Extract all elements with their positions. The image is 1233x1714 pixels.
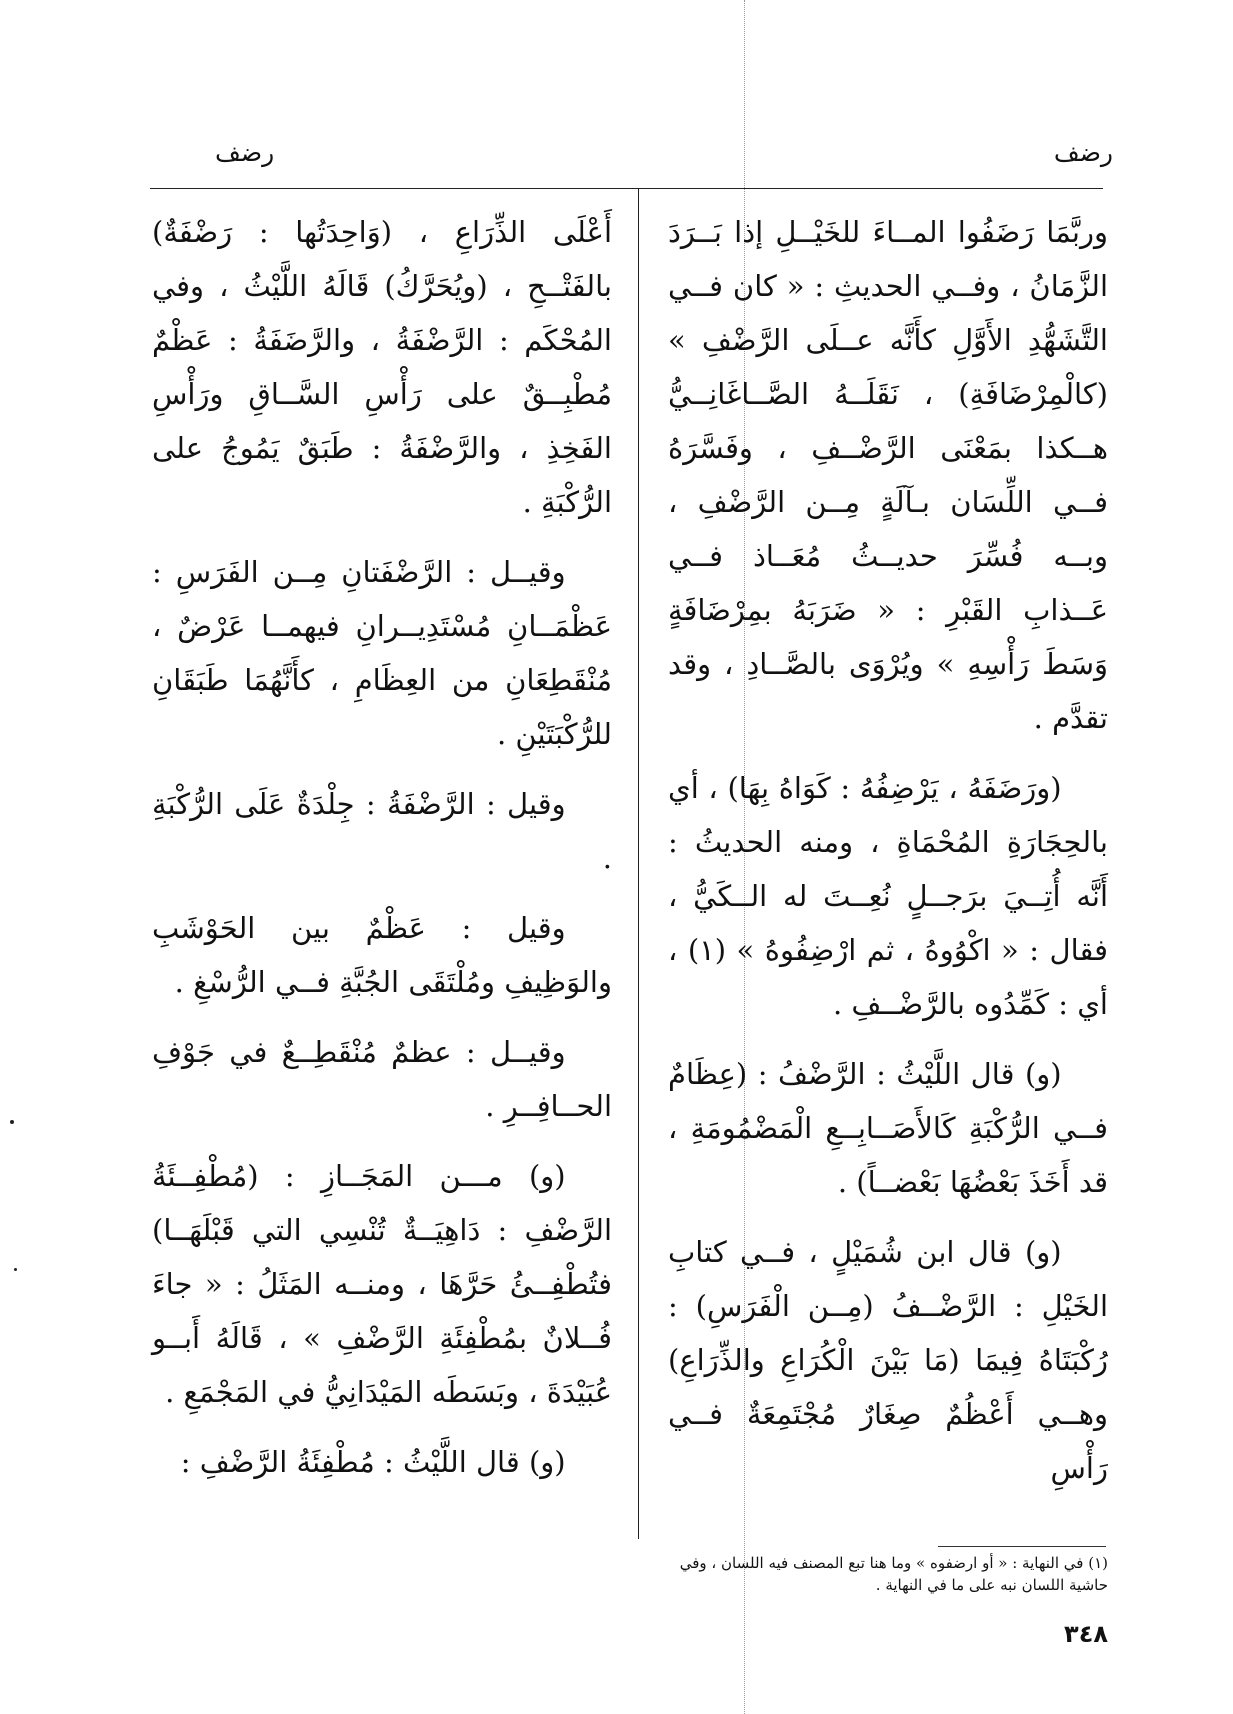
footnote-rule: [938, 1546, 1106, 1547]
page-number: ٣٤٨: [1064, 1620, 1108, 1648]
left-paragraph-6: (و) مـــن المَجَــازِ : (مُطْفِــئَةُ الرَّضْفِ : دَاهِيَــةٌ تُنْسِي التي قَبْلَهَــا) فتُطْفِــئُ حَرَّهَا ، ومنــه المَثَلُ : « جاءَ فُــلانٌ بمُطْفِئَةِ الرَّضْفِ » ، قَالَهُ أَبــو عُبَيْدَةَ ، وبَسَطَه المَيْدَانِيُّ في المَجْمَعِ .: [152, 1159, 612, 1409]
right-paragraph-2: (ورَضَفَهُ ، يَرْضِفُهُ : كَوَاهُ بِهَا) ، أي بالحِجَارَةِ المُحْمَاةِ ، ومنه الحديثُ : أَنَّه أُتِــيَ برَجــلٍ نُعِــتَ له الــكَيُّ ، فقال : « اكْوُوهُ ، ثم ارْضِفُوهُ » (١) ، أي : كَمِّدُوه بالرَّضْــفِ .: [668, 771, 1108, 1021]
running-header-left: رضف: [215, 138, 275, 167]
right-column: [668, 205, 1108, 1511]
left-paragraph-4: وقيل : عَظْمٌ بين الحَوْشَبِ والوَظِيفِ ومُلْتَقَى الجُبَّةِ فــي الرُّسْغِ .: [152, 911, 612, 999]
left-paragraph-1: أَعْلَى الذِّرَاعِ ، (وَاحِدَتُها : رَضْفَةٌ) بالفَتْــحِ ، (ويُحَرَّكُ) قَالَهُ اللَّيْثُ ، وفي المُحْكَم : الرَّضْفَةُ ، والرَّضَفَةُ : عَظْمٌ مُطْبِــقٌ على رَأْسِ السَّــاقِ ورَأْسِ الفَخِذِ ، والرَّضْفَةُ : طَبَقٌ يَمُوجُ على الرُّكْبَةِ .: [152, 215, 612, 519]
left-paragraph-7: (و) قال اللَّيْثُ : مُطْفِئَةُ الرَّضْفِ :: [180, 1445, 566, 1479]
footnote: (١) في النهاية : « أو ارضفوه » وما هنا تبع المصنف فيه اللسان ، وفي حاشية اللسان نبه على ما في النهاية .: [679, 1554, 1108, 1594]
right-paragraph-3: (و) قال اللَّيْثُ : الرَّضْفُ : (عِظَامٌ فــي الرُّكْبَةِ كَالأَصَــابِــعِ الْمَضْمُومَةِ ، قد أَخَذَ بَعْضُهَا بَعْضــاً) .: [668, 1057, 1108, 1199]
right-paragraph-1: وربَّمَا رَضَفُوا المــاءَ للخَيْــلِ إذا بَــرَدَ الزَّمَانُ ، وفــي الحديثِ : « كان فــي التَّشَهُّدِ الأَوَّلِ كأَنَّه عــلَى الرَّضْفِ » (كالْمِرْضَافَةِ) ، نَقَلَــهُ الصَّــاغَانِــيُّ هــكذا بمَعْنَى الرَّضْــفِ ، وفَسَّرَهُ فــي اللِّسَان بـآلَةٍ مِــن الرَّضْفِ ، وبــه فُسِّرَ حديــثُ مُعَــاذ فــي عَــذابِ القَبْرِ : « ضَرَبَهُ بمِرْضَافَةٍ وَسَطَ رَأْسِهِ » ويُرْوَى بالصَّــادِ ، وقد تقدَّم .: [668, 215, 1108, 735]
scan-speck: [10, 1120, 14, 1124]
right-paragraph-4: (و) قال ابن شُمَيْلٍ ، فــي كتابِ الخَيْلِ : الرَّضْــفُ (مِــن الْفَرَسِ) : رُكْبَتَاهُ فِيمَا (مَا بَيْنَ الْكُرَاعِ والذِّرَاعِ) وهــي أَعْظُمٌ صِغَارٌ مُجْتَمِعَةٌ فــي رَأْسِ: [668, 1235, 1108, 1485]
header-rule: [150, 188, 1103, 189]
left-paragraph-3: وقيل : الرَّضْفَةُ : جِلْدَةٌ عَلَى الرُّكْبَةِ .: [152, 787, 612, 875]
scan-speck: [14, 1268, 17, 1271]
column-divider: [638, 189, 639, 1539]
left-column: [152, 205, 612, 1505]
running-header-right: رضف: [1053, 138, 1113, 167]
left-paragraph-5: وقيــل : عظمٌ مُنْقَطِــعٌ في جَوْفِ الحــافِــرِ .: [152, 1035, 612, 1123]
left-paragraph-2: وقيــل : الرَّضْفَتانِ مِــن الفَرَسِ : عَظْمَــانِ مُسْتَدِيــرانِ فيهمــا عَرْضٌ ، مُنْقَطِعَانِ من العِظَامِ ، كأَنَّهُمَا طَبَقَانِ للرُّكْبَتَيْنِ .: [152, 555, 612, 751]
